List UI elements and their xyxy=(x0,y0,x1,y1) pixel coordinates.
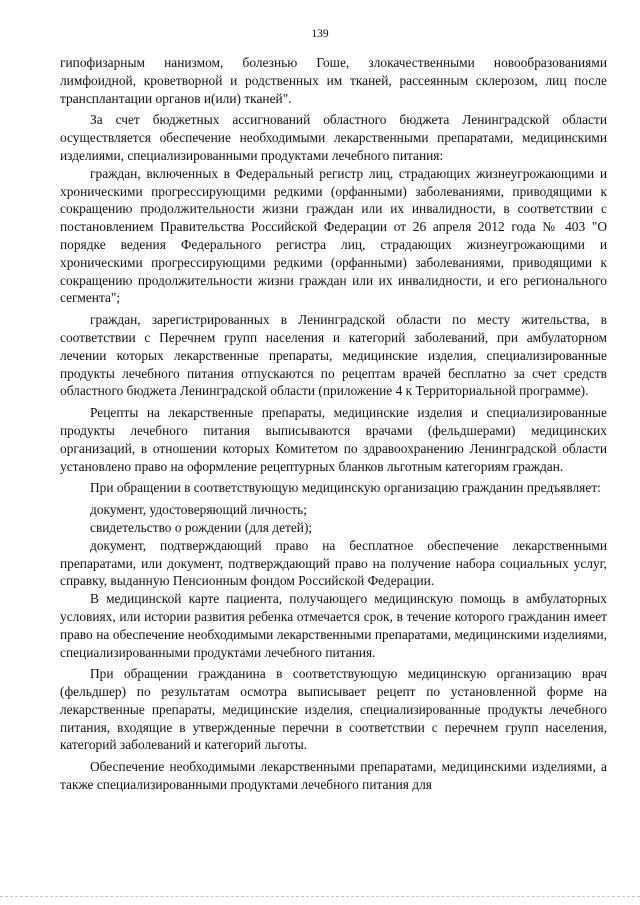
document-body xyxy=(60,54,607,794)
paragraph-2: За счет бюджетных ассигнований областного бюджета Ленинградской области осуществляется обеспечение необходимыми лекарственными препаратами, медицинскими изделиями, специализированными продуктами лечебного питания: xyxy=(60,112,607,163)
paragraph-6: При обращении в соответствующую медицинскую организацию гражданин предъявляет: xyxy=(90,480,601,496)
paragraph-3: граждан, включенных в Федеральный регистр лиц, страдающих жизнеугрожающими и хроническими прогрессирующими редкими (орфанными) заболеваниями, приводящими к сокращению продолжительности жизни граждан или их инвалидности, в соответствии с постановлением Правительства Российской Федерации от 26 апреля 2012 года № 403 "О порядке ведения Федерального регистра лиц, страдающих жизнеугрожающими и хроническими прогрессирующими редкими (орфанными) заболеваниями, приводящими к сокращению продолжительности жизни граждан или их инвалидности, и его регионального сегмента"; xyxy=(60,165,607,306)
paragraph-8: свидетельство о рождении (для детей); xyxy=(90,519,313,535)
paragraph-11: При обращении гражданина в соответствующую медицинскую организацию врач (фельдшер) по результатам осмотра выписывает рецепт по установленной форме на лекарственные препараты, медицинские изделия, специализированные продукты лечебного питания, входящие в утвержденные перечни в соответствии с перечнем групп населения, категорий заболеваний и категорий льготы. xyxy=(60,666,607,753)
paragraph-7: документ, удостоверяющий личность; xyxy=(90,502,307,518)
paragraph-12: Обеспечение необходимыми лекарственными препаратами, медицинскими изделиями, а также специализированными продуктами лечебного питания для xyxy=(60,759,607,793)
scan-edge-line xyxy=(0,896,640,899)
paragraph-5: Рецепты на лекарственные препараты, медицинские изделия и специализированные продукты лечебного питания выписываются врачами (фельдшерами) медицинских организаций, в отношении которых Комитетом по здравоохранению Ленинградской области установлено право на оформление рецептурных бланков льготным категориям граждан. xyxy=(60,405,607,474)
paragraph-9: документ, подтверждающий право на бесплатное обеспечение лекарственными препаратами, или документ, подтверждающий право на получение набора социальных услуг, справку, выданную Пенсионным фондом Российской Федерации. xyxy=(60,537,607,589)
paragraph-1: гипофизарным нанизмом, болезнью Гоше, злокачественными новообразованиями лимфоидной, кроветворной и родственных им тканей, рассеянным склерозом, лиц после трансплантации органов и(или) тканей". xyxy=(60,55,607,106)
paragraph-10: В медицинской карте пациента, получающего медицинскую помощь в амбулаторных условиях, или истории развития ребенка отмечается срок, в течение которого гражданин имеет право на обеспечение необходимыми лекарственными препаратами, медицинскими изделиями, специализированными продуктами лечебного питания. xyxy=(60,591,607,660)
paragraph-4: граждан, зарегистрированных в Ленинградской области по месту жительства, в соответствии с Перечнем групп населения и категорий заболеваний, при амбулаторном лечении которых лекарственные препараты, медицинские изделия, специализированные продукты лечебного питания отпускаются по рецептам врачей бесплатно за счет средств областного бюджета Ленинградской области (приложение 4 к Территориальной программе). xyxy=(60,312,607,399)
page-number: 139 xyxy=(311,28,329,40)
